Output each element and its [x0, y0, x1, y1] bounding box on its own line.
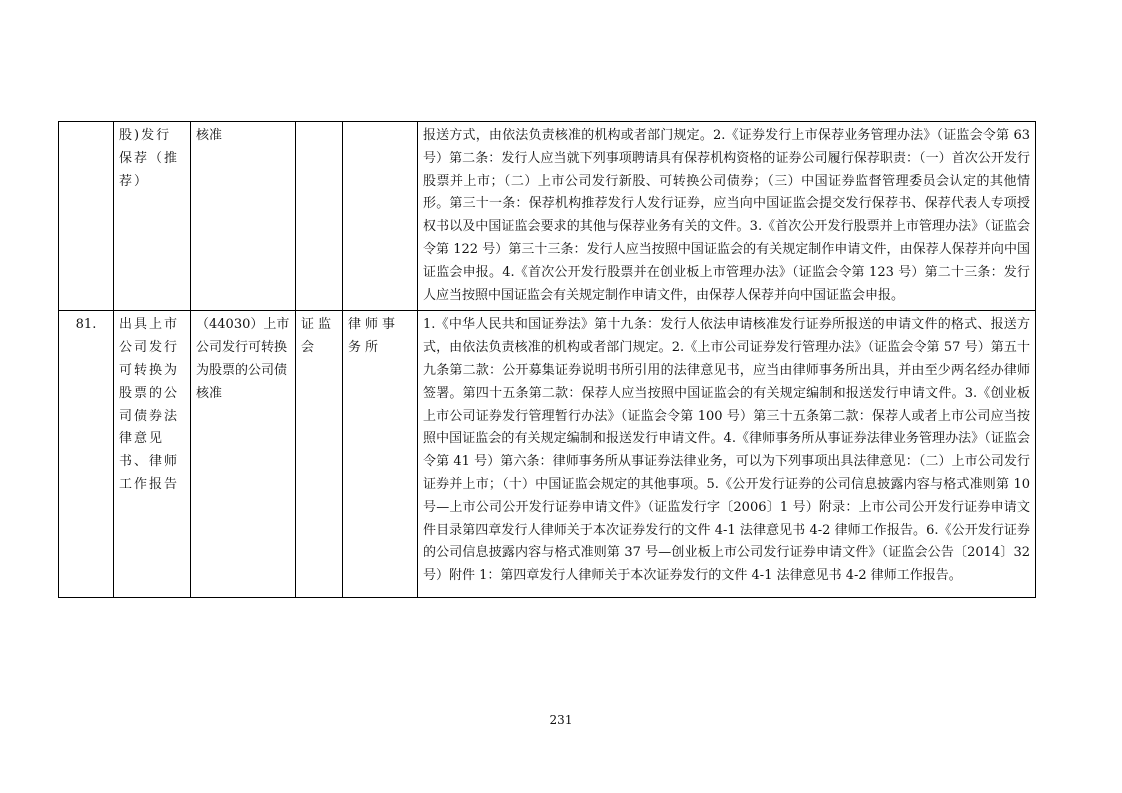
- approval-item: 核准: [191, 122, 296, 311]
- row-number: 81.: [59, 311, 114, 598]
- page-number: 231: [549, 713, 573, 727]
- legal-basis: 报送方式，由依法负责核准的机构或者部门规定。2.《证券发行上市保荐业务管理办法》（证监会令第 63 号）第二条：发行人应当就下列事项聘请具有保荐机构资格的证券公司履行保荐职责：（一）首次公开发行股票并上市；（二）上市公司发行新股、可转换公司债券；（三）中国证券监督管理委员会认定的其他情形。第三十一条：保荐机构推荐发行人发行证券，应当向中国证监会提交发行保荐书、保荐代表人专项授权书以及中国证监会要求的其他与保荐业务有关的文件。3.《首次公开发行股票并上市管理办法》（证监会令第 122 号）第三十三条：发行人应当按照中国证监会的有关规定制作申请文件，由保荐人保荐并向中国证监会申报。4.《首次公开发行股票并在创业板上市管理办法》（证监会令第 123 号）第二十三条：发行人应当按照中国证监会有关规定制作申请文件，由保荐人保荐并向中国证监会申报。: [418, 122, 1036, 311]
- approval-item: （44030）上市公司发行可转换为股票的公司债核准: [191, 311, 296, 598]
- department: 证监会: [296, 311, 343, 598]
- table-row: [59, 311, 1036, 598]
- legal-basis: 1.《中华人民共和国证券法》第十九条：发行人依法申请核准发行证券所报送的申请文件的格式、报送方式，由依法负责核准的机构或者部门规定。2.《上市公司证券发行管理办法》（证监会令第 57 号）第五十九条第二款：公开募集证券说明书所引用的法律意见书，应当由律师事务所出具，并由至少两名经办律师签署。第四十五条第二款：保荐人应当按照中国证监会的有关规定编制和报送发行申请文件。3.《创业板上市公司证券发行管理暂行办法》（证监会令第 100 号）第三十五条第二款：保荐人或者上市公司应当按照中国证监会的有关规定编制和报送发行申请文件。4.《律师事务所从事证券法律业务管理办法》（证监会令第 41 号）第六条：律师事务所从事证券法律业务，可以为下列事项出具法律意见：（二）上市公司发行证券并上市；（十）中国证监会规定的其他事项。5.《公开发行证券的公司信息披露内容与格式准则第 10 号—上市公司公开发行证券申请文件》（证监发行字〔2006〕1 号）附录：上市公司公开发行证券申请文件目录第四章发行人律师关于本次证券发行的文件 4-1 法律意见书 4-2 律师工作报告。6.《公开发行证券的公司信息披露内容与格式准则第 37 号—创业板上市公司发行证券申请文件》（证监会公告〔2014〕32 号）附件 1：第四章发行人律师关于本次证券发行的文件 4-1 法律意见书 4-2 律师工作报告。: [418, 311, 1036, 598]
- document-table: [58, 121, 1036, 598]
- item-name: 出具上市公司发行可转换为股票的公司债券法律意见书、律师工作报告: [114, 311, 191, 598]
- material-provider: [343, 122, 418, 311]
- item-name: 股)发行保荐（推荐）: [114, 122, 191, 311]
- table-row: [59, 122, 1036, 311]
- row-number: [59, 122, 114, 311]
- material-provider: 律师事务所: [343, 311, 418, 598]
- department: [296, 122, 343, 311]
